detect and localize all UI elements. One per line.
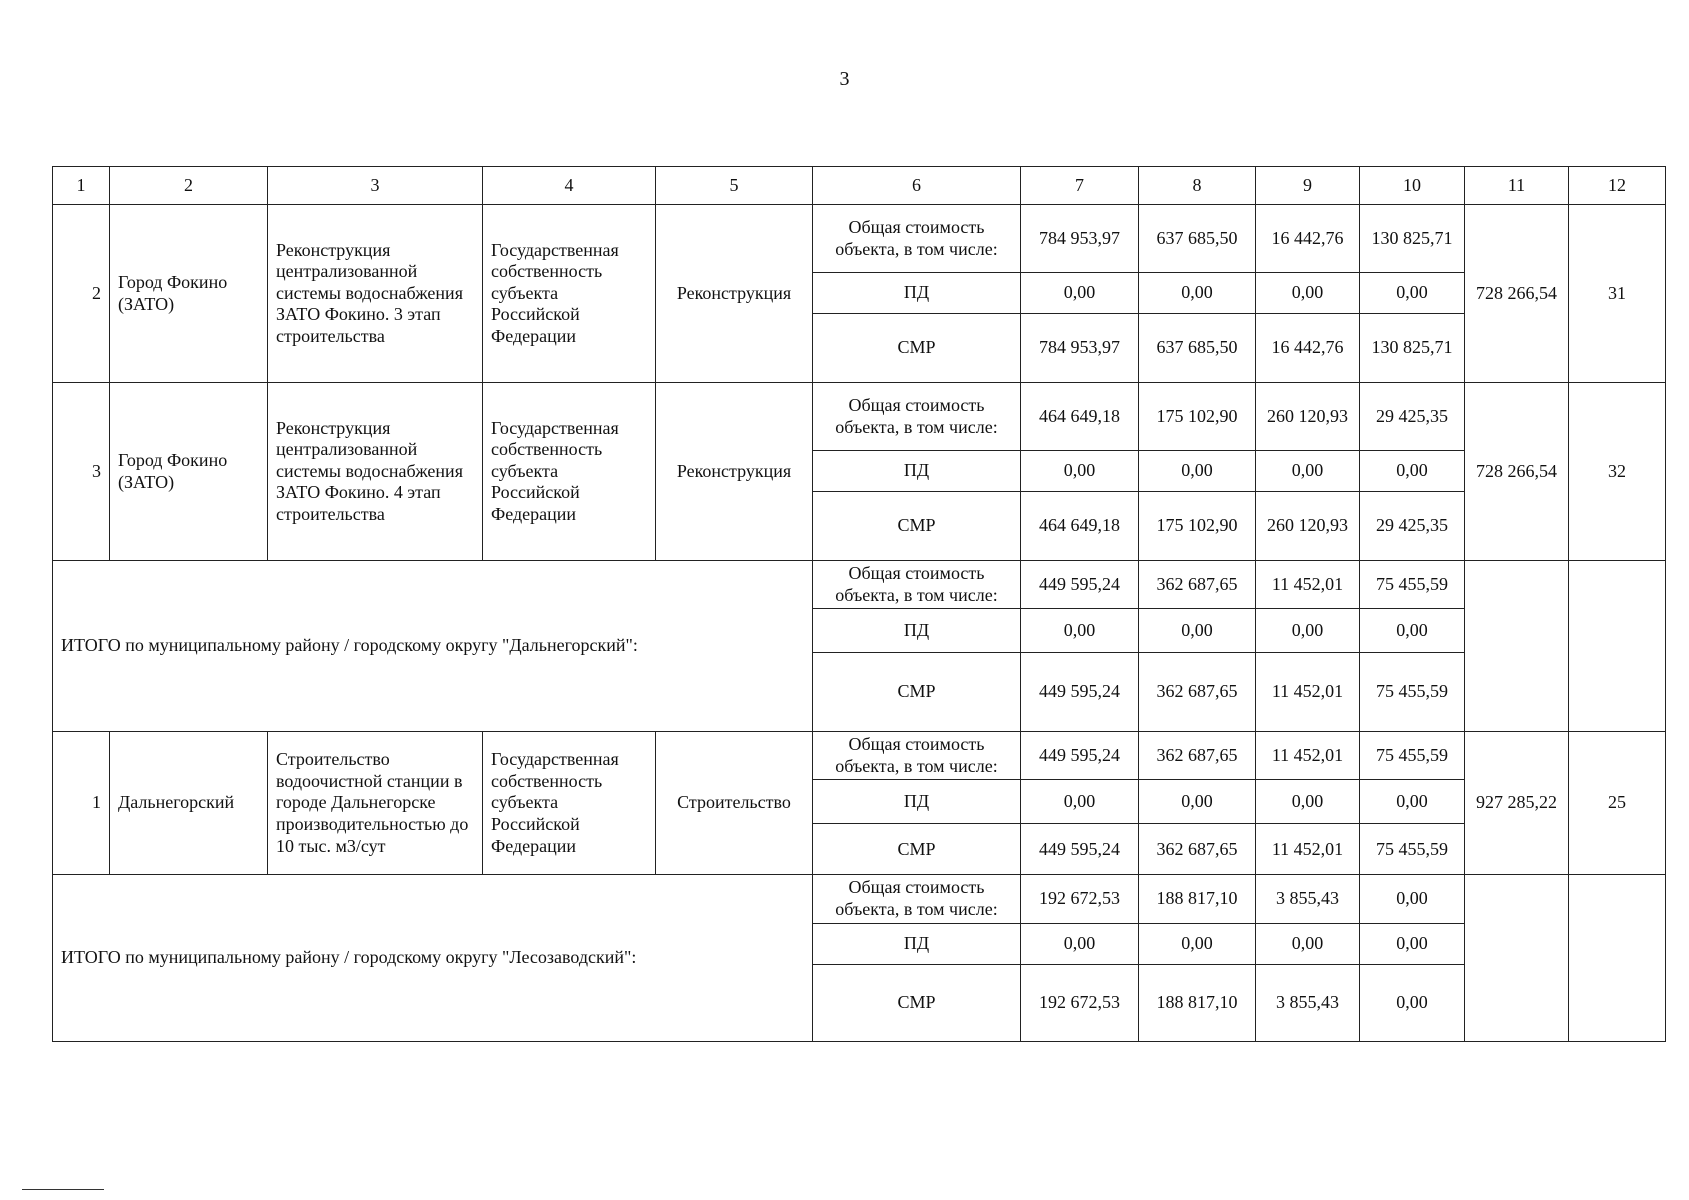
- row-number: 2: [53, 205, 110, 383]
- ownership-cell: Государственная собственность субъекта Российской Федерации: [483, 383, 656, 561]
- value-cell: 0,00: [1139, 923, 1256, 964]
- value-cell: 192 672,53: [1021, 964, 1139, 1041]
- pd-label: ПД: [813, 273, 1021, 314]
- value-cell: 130 825,71: [1360, 314, 1465, 383]
- value-cell: 362 687,65: [1139, 732, 1256, 780]
- value-cell: 0,00: [1360, 923, 1465, 964]
- col11-cell: 728 266,54: [1465, 383, 1569, 561]
- pd-label: ПД: [813, 451, 1021, 492]
- smr-label: СМР: [813, 653, 1021, 732]
- value-cell: 0,00: [1360, 875, 1465, 923]
- value-cell: 784 953,97: [1021, 314, 1139, 383]
- total-cost-label: Общая стоимость объекта, в том числе:: [813, 875, 1021, 923]
- value-cell: 449 595,24: [1021, 561, 1139, 609]
- pd-label: ПД: [813, 923, 1021, 964]
- value-cell: 0,00: [1021, 273, 1139, 314]
- value-cell: 0,00: [1139, 609, 1256, 653]
- subtotal-row: [53, 561, 1666, 609]
- value-cell: 784 953,97: [1021, 205, 1139, 273]
- value-cell: 637 685,50: [1139, 205, 1256, 273]
- value-cell: 192 672,53: [1021, 875, 1139, 923]
- municipality-cell: Дальнегорский: [110, 732, 268, 875]
- col-header: 9: [1256, 167, 1360, 205]
- value-cell: 11 452,01: [1256, 561, 1360, 609]
- table-row: [53, 732, 1666, 780]
- col-header: 8: [1139, 167, 1256, 205]
- col-header: 4: [483, 167, 656, 205]
- smr-label: СМР: [813, 824, 1021, 875]
- value-cell: 130 825,71: [1360, 205, 1465, 273]
- col-header: 3: [268, 167, 483, 205]
- value-cell: 29 425,35: [1360, 492, 1465, 561]
- col-header: 11: [1465, 167, 1569, 205]
- value-cell: 449 595,24: [1021, 653, 1139, 732]
- col11-cell: 927 285,22: [1465, 732, 1569, 875]
- value-cell: 362 687,65: [1139, 824, 1256, 875]
- value-cell: 260 120,93: [1256, 383, 1360, 451]
- ownership-cell: Государственная собственность субъекта Российской Федерации: [483, 732, 656, 875]
- value-cell: 188 817,10: [1139, 964, 1256, 1041]
- col-header: 6: [813, 167, 1021, 205]
- work-type-cell: Реконструкция: [656, 383, 813, 561]
- value-cell: 449 595,24: [1021, 732, 1139, 780]
- col11-cell: 728 266,54: [1465, 205, 1569, 383]
- value-cell: 0,00: [1360, 451, 1465, 492]
- value-cell: 16 442,76: [1256, 205, 1360, 273]
- value-cell: 3 855,43: [1256, 875, 1360, 923]
- empty-cell: [1569, 561, 1666, 732]
- col-header: 2: [110, 167, 268, 205]
- value-cell: 29 425,35: [1360, 383, 1465, 451]
- col-header: 12: [1569, 167, 1666, 205]
- col-header: 10: [1360, 167, 1465, 205]
- value-cell: 464 649,18: [1021, 492, 1139, 561]
- table-row: [53, 205, 1666, 273]
- value-cell: 0,00: [1256, 451, 1360, 492]
- value-cell: 0,00: [1021, 451, 1139, 492]
- total-cost-label: Общая стоимость объекта, в том числе:: [813, 561, 1021, 609]
- value-cell: 0,00: [1256, 780, 1360, 824]
- object-name-cell: Реконструкция централизованной системы водоснабжения ЗАТО Фокино. 3 этап строительства: [268, 205, 483, 383]
- value-cell: 0,00: [1360, 609, 1465, 653]
- object-name-cell: Строительство водоочистной станции в городе Дальнегорске производительностью до 10 тыс. м3/сут: [268, 732, 483, 875]
- value-cell: 0,00: [1021, 780, 1139, 824]
- value-cell: 11 452,01: [1256, 653, 1360, 732]
- value-cell: 0,00: [1021, 923, 1139, 964]
- object-name-cell: Реконструкция централизованной системы водоснабжения ЗАТО Фокино. 4 этап строительства: [268, 383, 483, 561]
- value-cell: 75 455,59: [1360, 653, 1465, 732]
- col12-cell: 32: [1569, 383, 1666, 561]
- pd-label: ПД: [813, 609, 1021, 653]
- value-cell: 637 685,50: [1139, 314, 1256, 383]
- smr-label: СМР: [813, 314, 1021, 383]
- value-cell: 175 102,90: [1139, 383, 1256, 451]
- value-cell: 449 595,24: [1021, 824, 1139, 875]
- subtotal-label: ИТОГО по муниципальному району / городскому округу "Дальнегорский":: [53, 561, 813, 732]
- value-cell: 0,00: [1139, 273, 1256, 314]
- work-type-cell: Реконструкция: [656, 205, 813, 383]
- pd-label: ПД: [813, 780, 1021, 824]
- value-cell: 0,00: [1360, 780, 1465, 824]
- empty-cell: [1465, 561, 1569, 732]
- header-row: [53, 167, 1666, 205]
- value-cell: 11 452,01: [1256, 732, 1360, 780]
- col-header: 5: [656, 167, 813, 205]
- col-header: 7: [1021, 167, 1139, 205]
- col12-cell: 25: [1569, 732, 1666, 875]
- total-cost-label: Общая стоимость объекта, в том числе:: [813, 732, 1021, 780]
- col-header: 1: [53, 167, 110, 205]
- smr-label: СМР: [813, 492, 1021, 561]
- value-cell: 0,00: [1256, 609, 1360, 653]
- value-cell: 75 455,59: [1360, 824, 1465, 875]
- empty-cell: [1465, 875, 1569, 1041]
- value-cell: 11 452,01: [1256, 824, 1360, 875]
- total-cost-label: Общая стоимость объекта, в том числе:: [813, 383, 1021, 451]
- subtotal-row: [53, 875, 1666, 923]
- value-cell: 260 120,93: [1256, 492, 1360, 561]
- value-cell: 188 817,10: [1139, 875, 1256, 923]
- subtotal-label: ИТОГО по муниципальному району / городскому округу "Лесозаводский":: [53, 875, 813, 1041]
- municipality-cell: Город Фокино (ЗАТО): [110, 205, 268, 383]
- investment-table: [52, 166, 1666, 1042]
- total-cost-label: Общая стоимость объекта, в том числе:: [813, 205, 1021, 273]
- empty-cell: [1569, 875, 1666, 1041]
- value-cell: 3 855,43: [1256, 964, 1360, 1041]
- value-cell: 175 102,90: [1139, 492, 1256, 561]
- value-cell: 0,00: [1256, 923, 1360, 964]
- value-cell: 0,00: [1139, 451, 1256, 492]
- value-cell: 0,00: [1021, 609, 1139, 653]
- value-cell: 0,00: [1360, 964, 1465, 1041]
- value-cell: 16 442,76: [1256, 314, 1360, 383]
- smr-label: СМР: [813, 964, 1021, 1041]
- value-cell: 0,00: [1139, 780, 1256, 824]
- value-cell: 362 687,65: [1139, 653, 1256, 732]
- value-cell: 464 649,18: [1021, 383, 1139, 451]
- page-number: 3: [839, 68, 850, 90]
- municipality-cell: Город Фокино (ЗАТО): [110, 383, 268, 561]
- value-cell: 0,00: [1360, 273, 1465, 314]
- row-number: 1: [53, 732, 110, 875]
- value-cell: 75 455,59: [1360, 732, 1465, 780]
- col12-cell: 31: [1569, 205, 1666, 383]
- value-cell: 75 455,59: [1360, 561, 1465, 609]
- footnote-divider: [22, 1189, 104, 1190]
- table-row: [53, 383, 1666, 451]
- value-cell: 0,00: [1256, 273, 1360, 314]
- row-number: 3: [53, 383, 110, 561]
- ownership-cell: Государственная собственность субъекта Российской Федерации: [483, 205, 656, 383]
- value-cell: 362 687,65: [1139, 561, 1256, 609]
- work-type-cell: Строительство: [656, 732, 813, 875]
